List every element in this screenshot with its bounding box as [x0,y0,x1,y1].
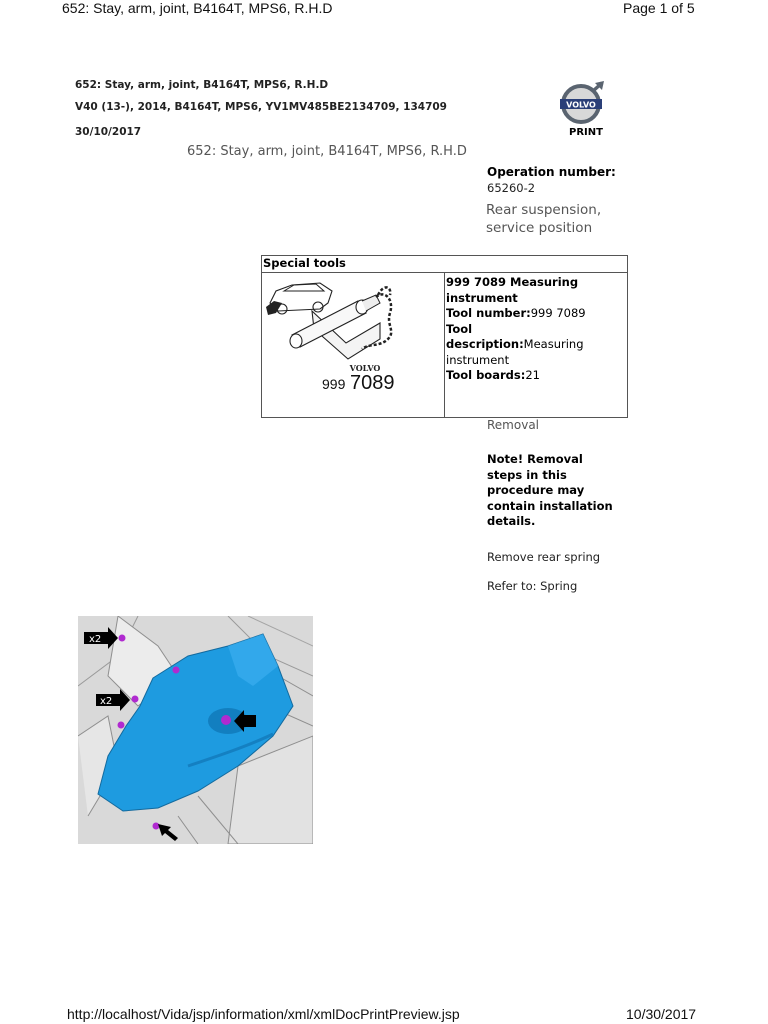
meta-date: 30/10/2017 [75,126,142,138]
meta-vehicle: V40 (13-), 2014, B4164T, MPS6, YV1MV485BE2134709, 134709 [75,101,447,113]
note-line: Note! Removal [487,452,583,466]
badge-x2-middle: x2 [100,696,113,707]
illustration-svg [78,616,313,844]
print-footer-date: 10/30/2017 [626,1006,697,1022]
refer-to-link[interactable]: Refer to: Spring [487,579,578,593]
tool-desc-label-2: description: [446,337,524,351]
volvo-logo-text: VOLVO [566,100,596,110]
print-header-title: 652: Stay, arm, joint, B4164T, MPS6, R.H.D [62,0,333,16]
removal-step: Remove rear spring [487,550,601,564]
removal-note [487,452,613,530]
section-title [486,201,601,237]
tool-heading-line1: 999 7089 Measuring [446,275,579,289]
tool-desc-label-1: Tool [446,321,473,336]
operation-number-value: 65260-2 [487,181,536,195]
tool-heading-line2: instrument [446,290,518,305]
procedure-illustration [78,616,313,844]
print-footer-url: http://localhost/Vida/jsp/information/xml/xmlDocPrintPreview.jsp [67,1006,460,1022]
operation-number-label: Operation number: [487,165,616,179]
tool-boards-value: 21 [525,368,540,382]
tool-image-cell [262,273,445,418]
procedure-title: 652: Stay, arm, joint, B4164T, MPS6, R.H.D [187,144,467,159]
tool-desc-value-2: instrument [446,352,510,367]
special-tools-table [261,255,628,418]
tool-number-value: 999 7089 [530,306,586,320]
note-line: details. [487,514,536,528]
removal-heading: Removal [487,418,540,432]
section-title-line2: service position [486,220,593,236]
tool-image [262,273,444,413]
print-header-page: Page 1 of 5 [623,0,695,16]
tool-description-cell [445,273,628,418]
tool-image-brand: VOLVO [349,363,381,373]
volvo-logo [557,80,607,126]
note-line: contain installation [487,498,613,513]
tool-image-number-prefix: 999 [322,376,346,392]
section-title-line1: Rear suspension, [486,202,602,218]
note-line: steps in this [487,467,567,482]
special-tools-header: Special tools [262,256,628,273]
tool-boards-label: Tool boards: [446,368,526,382]
note-line: procedure may [487,483,585,497]
meta-title: 652: Stay, arm, joint, B4164T, MPS6, R.H.D [75,79,329,91]
badge-x2-top: x2 [89,634,102,645]
print-label: PRINT [569,127,603,138]
tool-image-number-suffix: 7089 [350,372,395,394]
tool-desc-value-1: Measuring [523,337,584,351]
tool-number-label: Tool number: [446,306,531,320]
